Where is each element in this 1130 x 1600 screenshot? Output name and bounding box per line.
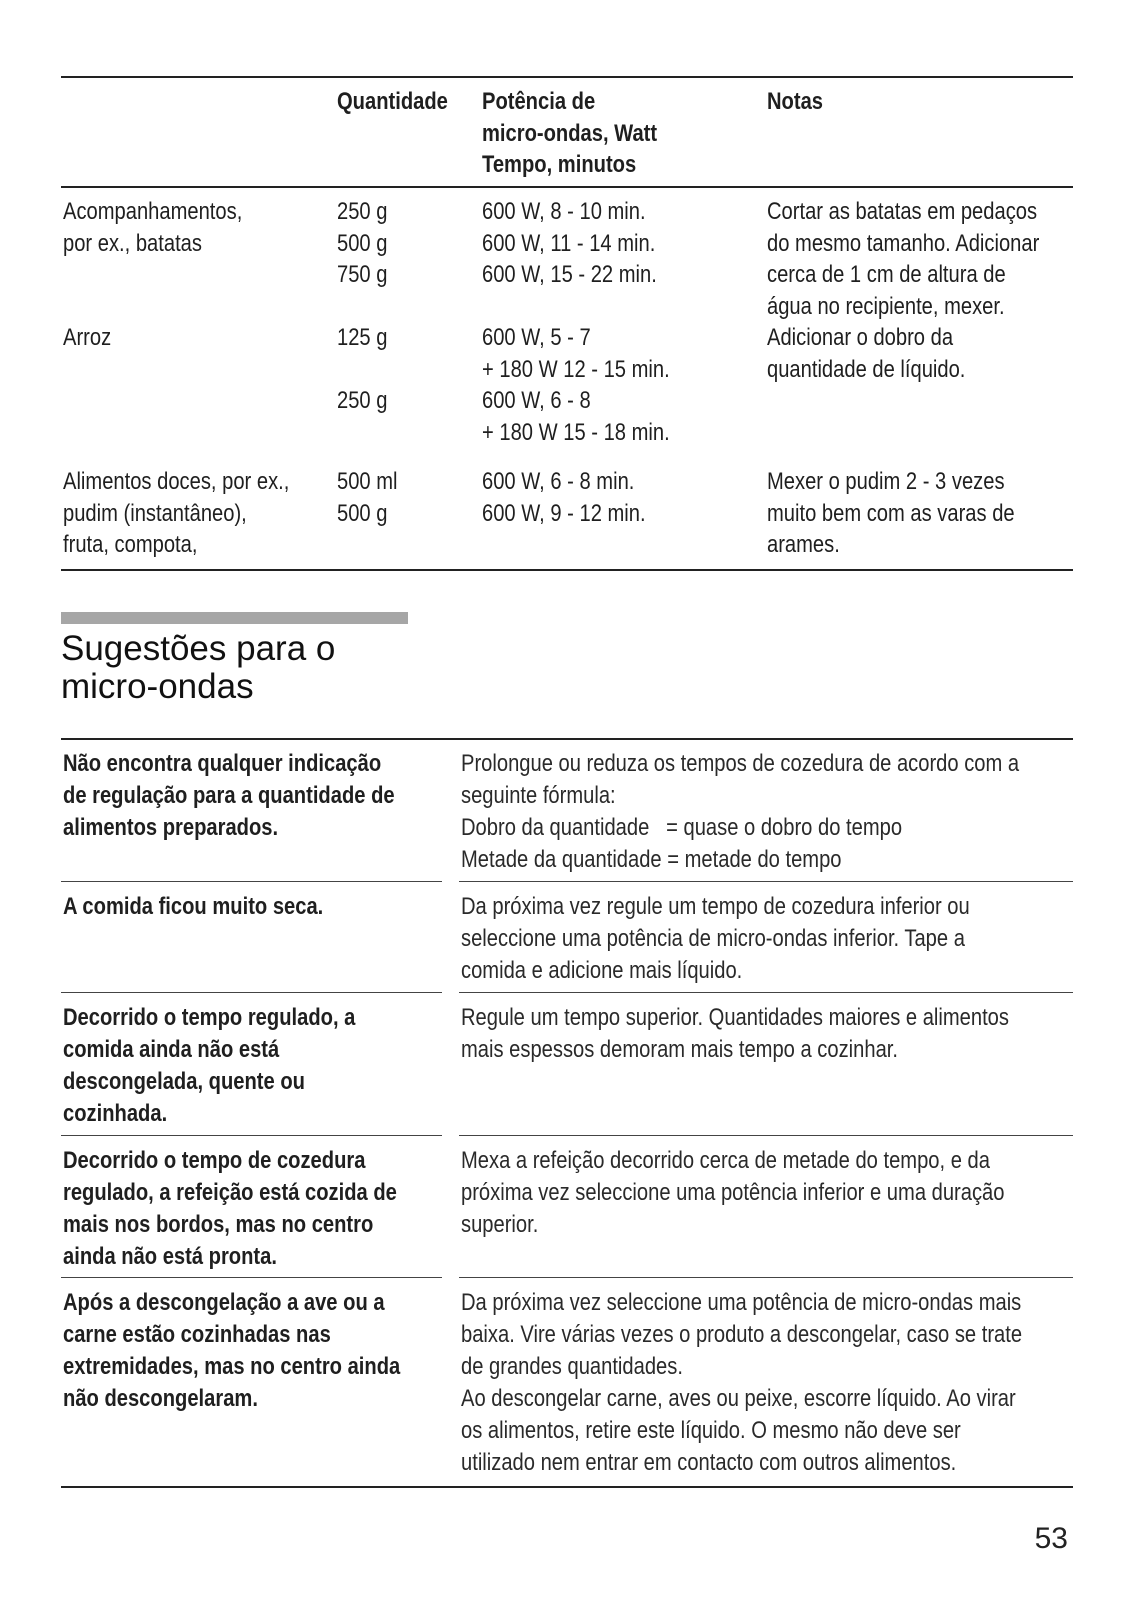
- text-line: extremidades, mas no centro ainda: [63, 1353, 401, 1380]
- text-line: de regulação para a quantidade de: [63, 782, 395, 809]
- tip-solution: [461, 891, 970, 987]
- text-line: mais nos bordos, mas no centro: [63, 1211, 374, 1238]
- cell-line: Adicionar o dobro da: [767, 324, 954, 351]
- tip-problem: [63, 748, 395, 844]
- table-row-food: [63, 322, 111, 354]
- tip-solution: [461, 1002, 1009, 1066]
- text-line: baixa. Vire várias vezes o produto a descongelar, caso se trate: [461, 1321, 1023, 1348]
- text-line: Metade da quantidade = metade do tempo: [461, 846, 842, 873]
- cell-line: 125 g: [337, 324, 388, 351]
- tip-problem: [63, 1145, 397, 1273]
- cell-line: 600 W, 5 - 7: [482, 324, 591, 351]
- text-line: Após a descongelação a ave ou a: [63, 1289, 385, 1316]
- text-line: comida e adicione mais líquido.: [461, 957, 743, 984]
- text-line: superior.: [461, 1211, 539, 1238]
- tip-solution: [461, 1287, 1022, 1479]
- cell-line: Cortar as batatas em pedaços: [767, 198, 1038, 225]
- tip-divider-right: [459, 881, 1073, 882]
- cell-line: 500 g: [337, 229, 388, 257]
- text-line: utilizado nem entrar em contacto com outros alimentos.: [461, 1449, 957, 1476]
- tip-problem: [63, 1287, 400, 1415]
- section-title-line: micro-ondas: [61, 667, 254, 706]
- cell-line: água no recipiente, mexer.: [767, 292, 1005, 320]
- header-notes: Notas: [767, 88, 824, 115]
- table-row-quantity: [337, 322, 387, 417]
- cell-line: [337, 354, 387, 386]
- cell-line: fruta, compota,: [63, 531, 198, 558]
- header-power: [482, 86, 657, 181]
- text-line: Da próxima vez seleccione uma potência de micro-ondas mais: [461, 1289, 1022, 1316]
- tip-problem: [63, 891, 323, 923]
- table-row-notes: [767, 466, 1015, 561]
- tip-divider-left: [61, 992, 442, 993]
- text-line: descongelada, quente ou: [63, 1068, 305, 1095]
- text-line: Prolongue ou reduza os tempos de cozedura de acordo com a: [461, 750, 1020, 777]
- tip-solution: [461, 748, 1019, 876]
- table-top-rule: [61, 76, 1073, 78]
- cell-line: + 180 W 15 - 18 min.: [482, 418, 670, 446]
- text-line: Mexa a refeição decorrido cerca de metade do tempo, e da: [461, 1147, 990, 1174]
- cell-line: 500 ml: [337, 468, 398, 495]
- cell-line: 600 W, 15 - 22 min.: [482, 261, 657, 288]
- text-line: mais espessos demoram mais tempo a cozinhar.: [461, 1036, 898, 1063]
- table-row-food: [63, 196, 242, 259]
- tip-solution: [461, 1145, 1004, 1241]
- text-line: A comida ficou muito seca.: [63, 893, 324, 920]
- tip-divider-right: [459, 1277, 1073, 1278]
- header-power-line: Potência de: [482, 88, 596, 115]
- text-line: Decorrido o tempo de cozedura: [63, 1147, 366, 1174]
- text-line: carne estão cozinhadas nas: [63, 1321, 331, 1348]
- cell-line: 750 g: [337, 261, 388, 288]
- text-line: os alimentos, retire este líquido. O mesmo não deve ser: [461, 1417, 961, 1444]
- tips-top-rule: [61, 738, 1073, 740]
- cell-line: 600 W, 9 - 12 min.: [482, 499, 646, 527]
- tip-divider-right: [459, 1135, 1073, 1136]
- header-quantity: Quantidade: [337, 88, 448, 115]
- header-power-line: Tempo, minutos: [482, 151, 637, 178]
- text-line: Dobro da quantidade = quase o dobro do tempo: [461, 814, 903, 841]
- section-accent-bar: [61, 612, 408, 624]
- cell-line: 600 W, 6 - 8 min.: [482, 468, 635, 495]
- cell-line: pudim (instantâneo),: [63, 499, 247, 527]
- text-line: Decorrido o tempo regulado, a: [63, 1004, 356, 1031]
- table-bottom-rule: [61, 569, 1073, 571]
- cell-line: quantidade de líquido.: [767, 355, 966, 383]
- tip-divider-left: [61, 1135, 442, 1136]
- cell-line: arames.: [767, 531, 840, 558]
- section-title-line: Sugestões para o: [61, 629, 336, 668]
- tip-divider-left: [61, 1277, 442, 1278]
- cell-line: Acompanhamentos,: [63, 198, 243, 225]
- page-number: 53: [1034, 1522, 1068, 1555]
- cell-line: 500 g: [337, 499, 388, 527]
- tip-problem: [63, 1002, 355, 1130]
- cell-line: 250 g: [337, 198, 388, 225]
- text-line: Regule um tempo superior. Quantidades maiores e alimentos: [461, 1004, 1009, 1031]
- table-row-notes: [767, 322, 965, 385]
- text-line: comida ainda não está: [63, 1036, 280, 1063]
- cell-line: cerca de 1 cm de altura de: [767, 261, 1006, 288]
- text-line: próxima vez seleccione uma potência inferior e uma duração: [461, 1179, 1005, 1206]
- table-row-notes: [767, 196, 1039, 322]
- cell-line: Arroz: [63, 324, 112, 351]
- header-power-line: micro-ondas, Watt: [482, 119, 658, 147]
- cell-line: 600 W, 11 - 14 min.: [482, 229, 656, 257]
- text-line: seleccione uma potência de micro-ondas inferior. Tape a: [461, 925, 965, 952]
- text-line: seguinte fórmula:: [461, 782, 616, 809]
- text-line: Da próxima vez regule um tempo de cozedura inferior ou: [461, 893, 970, 920]
- text-line: alimentos preparados.: [63, 814, 279, 841]
- table-row-food: [63, 466, 289, 561]
- cell-line: + 180 W 12 - 15 min.: [482, 355, 670, 383]
- table-row-quantity: [337, 196, 387, 291]
- cell-line: muito bem com as varas de: [767, 499, 1015, 527]
- text-line: ainda não está pronta.: [63, 1243, 277, 1270]
- cell-line: 600 W, 8 - 10 min.: [482, 198, 646, 225]
- section-title: [61, 630, 461, 706]
- text-line: cozinhada.: [63, 1100, 168, 1127]
- table-row-power: [482, 196, 657, 291]
- table-row-power: [482, 322, 670, 448]
- cell-line: por ex., batatas: [63, 229, 202, 257]
- table-header-rule: [61, 186, 1073, 188]
- cell-line: 600 W, 6 - 8: [482, 387, 591, 414]
- text-line: regulado, a refeição está cozida de: [63, 1179, 397, 1206]
- tip-divider-left: [61, 881, 442, 882]
- cell-line: 250 g: [337, 387, 388, 414]
- tip-divider-right: [459, 992, 1073, 993]
- cell-line: Alimentos doces, por ex.,: [63, 468, 290, 495]
- table-row-quantity: [337, 466, 398, 529]
- tips-bottom-rule: [61, 1486, 1073, 1488]
- table-row-power: [482, 466, 646, 529]
- text-line: Não encontra qualquer indicação: [63, 750, 382, 777]
- text-line: de grandes quantidades.: [461, 1353, 683, 1380]
- text-line: não descongelaram.: [63, 1385, 258, 1412]
- cell-line: do mesmo tamanho. Adicionar: [767, 229, 1040, 257]
- cell-line: Mexer o pudim 2 - 3 vezes: [767, 468, 1005, 495]
- text-line: Ao descongelar carne, aves ou peixe, escorre líquido. Ao virar: [461, 1385, 1016, 1412]
